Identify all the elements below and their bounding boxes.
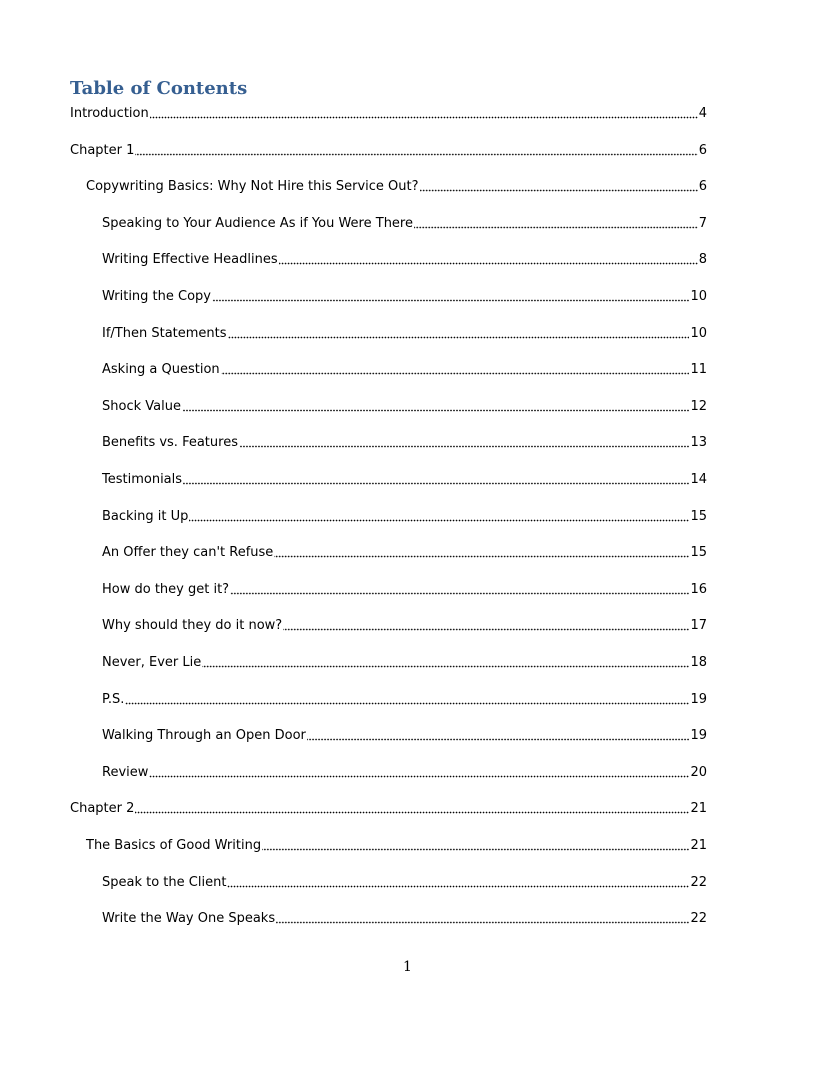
toc-dot-leader [135, 811, 689, 814]
toc-entry-label: Speak to the Client [102, 875, 227, 890]
toc-entry[interactable] [102, 874, 707, 892]
toc-entry-page-number: 14 [690, 472, 707, 487]
toc-dot-leader [274, 555, 689, 558]
toc-entry[interactable] [102, 215, 707, 233]
toc-entry-label: Why should they do it now? [102, 618, 283, 633]
toc-entry[interactable] [102, 581, 707, 599]
toc-dot-leader [135, 153, 697, 156]
toc-entry-label: Backing it Up [102, 509, 189, 524]
toc-entry-page-number: 10 [690, 326, 707, 341]
toc-dot-leader [149, 775, 689, 778]
toc-dot-leader [227, 885, 689, 888]
toc-entry-label: Testimonials [102, 472, 183, 487]
toc-entry[interactable] [70, 105, 707, 123]
toc-dot-leader [283, 628, 689, 631]
toc-entry-page-number: 21 [690, 838, 707, 853]
toc-dot-leader [189, 519, 689, 522]
toc-entry[interactable] [86, 837, 707, 855]
toc-entry-page-number: 17 [690, 618, 707, 633]
toc-entry-label: Speaking to Your Audience As if You Were There [102, 216, 413, 231]
toc-dot-leader [202, 665, 689, 668]
toc-entry-page-number: 21 [690, 801, 707, 816]
toc-entry-label: Introduction [70, 106, 149, 121]
toc-entry-page-number: 19 [690, 692, 707, 707]
toc-entry-label: The Basics of Good Writing [86, 838, 262, 853]
toc-entry-page-number: 18 [690, 655, 707, 670]
toc-dot-leader [212, 299, 689, 302]
toc-entry-page-number: 10 [690, 289, 707, 304]
toc-entry-page-number: 15 [690, 545, 707, 560]
toc-dot-leader [228, 336, 690, 339]
toc-entry[interactable] [70, 142, 707, 160]
toc-entry[interactable] [102, 508, 707, 526]
toc-dot-leader [276, 921, 689, 924]
toc-entry-label: How do they get it? [102, 582, 230, 597]
page-number: 1 [403, 959, 412, 975]
toc-dot-leader [262, 848, 689, 851]
toc-dot-leader [420, 189, 698, 192]
toc-entry-label: Never, Ever Lie [102, 655, 202, 670]
toc-entry-page-number: 6 [698, 179, 707, 194]
toc-entry-label: Chapter 1 [70, 143, 135, 158]
toc-entry-label: Copywriting Basics: Why Not Hire this Service Out? [86, 179, 419, 194]
toc-entry[interactable] [102, 691, 707, 709]
toc-entry[interactable] [102, 544, 707, 562]
toc-dot-leader [183, 482, 689, 485]
toc-entry-page-number: 11 [690, 362, 707, 377]
toc-entry[interactable] [102, 251, 707, 269]
toc-entry-page-number: 19 [690, 728, 707, 743]
toc-entry-label: If/Then Statements [102, 326, 227, 341]
toc-entry[interactable] [102, 764, 707, 782]
toc-entry[interactable] [102, 361, 707, 379]
toc-entry[interactable] [102, 325, 707, 343]
toc-entry-page-number: 13 [690, 435, 707, 450]
toc-entry[interactable] [102, 471, 707, 489]
toc-dot-leader [125, 702, 689, 705]
toc-dot-leader [230, 592, 689, 595]
toc-entry-label: P.S. [102, 692, 125, 707]
toc-dot-leader [221, 372, 690, 375]
toc-dot-leader [279, 262, 698, 265]
toc-heading: Table of Contents [70, 78, 248, 99]
toc-entry-label: Writing Effective Headlines [102, 252, 278, 267]
toc-entry-page-number: 22 [690, 875, 707, 890]
toc-entry[interactable] [102, 654, 707, 672]
toc-entry[interactable] [102, 288, 707, 306]
toc-entry[interactable] [102, 434, 707, 452]
toc-entry-page-number: 4 [698, 106, 707, 121]
toc-entry-label: Shock Value [102, 399, 181, 414]
toc-entry-label: An Offer they can't Refuse [102, 545, 274, 560]
toc-entry-page-number: 15 [690, 509, 707, 524]
toc-dot-leader [414, 226, 698, 229]
toc-entry-label: Write the Way One Speaks [102, 911, 276, 926]
toc-entry[interactable] [102, 617, 707, 635]
toc-entry-page-number: 20 [690, 765, 707, 780]
toc-dot-leader [239, 445, 689, 448]
toc-entry-page-number: 16 [690, 582, 707, 597]
toc-entry[interactable] [102, 727, 707, 745]
toc-entry-page-number: 22 [690, 911, 707, 926]
toc-entry[interactable] [70, 800, 707, 818]
toc-entry-label: Chapter 2 [70, 801, 135, 816]
toc-entry-label: Benefits vs. Features [102, 435, 238, 450]
toc-entry-page-number: 8 [698, 252, 707, 267]
toc-entry-label: Asking a Question [102, 362, 220, 377]
toc-entry-page-number: 12 [690, 399, 707, 414]
toc-entry-page-number: 7 [698, 216, 707, 231]
toc-dot-leader [182, 409, 690, 412]
toc-entry-page-number: 6 [698, 143, 707, 158]
toc-entry[interactable] [86, 178, 707, 196]
toc-entry-label: Walking Through an Open Door [102, 728, 306, 743]
toc-entry-label: Writing the Copy [102, 289, 212, 304]
toc-entry-label: Review [102, 765, 149, 780]
toc-dot-leader [150, 116, 698, 119]
toc-entry[interactable] [102, 910, 707, 928]
toc-dot-leader [307, 738, 690, 741]
toc-entry[interactable] [102, 398, 707, 416]
